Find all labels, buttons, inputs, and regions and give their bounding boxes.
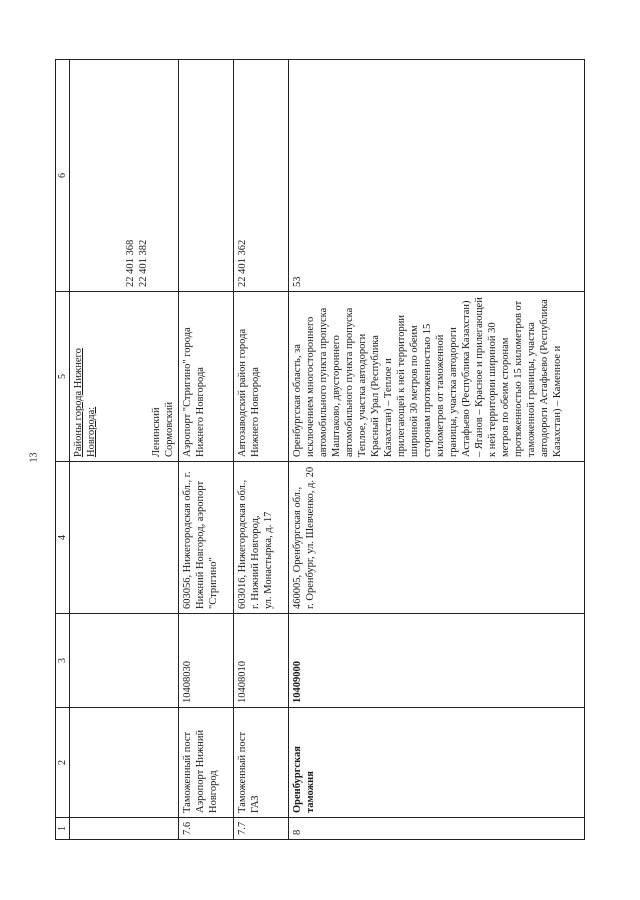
table-row bbox=[70, 60, 179, 840]
cell-name: Таможенный пост Аэропорт Нижний Новгород bbox=[179, 708, 234, 818]
address-line: 460005, Оренбургская обл., bbox=[292, 486, 303, 609]
header-cell-5: 5 bbox=[56, 292, 70, 462]
cell-address bbox=[234, 462, 289, 614]
cell-num bbox=[70, 818, 179, 840]
cell-code: 10408010 bbox=[234, 614, 289, 708]
header-cell-6: 6 bbox=[56, 60, 70, 292]
cell-num: 7.7 bbox=[234, 818, 289, 840]
area-line-sormovsky: Сормовский bbox=[164, 401, 175, 457]
okato-line: 22 401 368 bbox=[125, 239, 136, 287]
address-line: г. Нижний Новгород, bbox=[250, 515, 261, 609]
header-cell-2: 2 bbox=[56, 708, 70, 818]
page-number: 13 bbox=[28, 452, 40, 463]
header-cell-4: 4 bbox=[56, 462, 70, 614]
address-line: 603016, Нижегородская обл., bbox=[237, 479, 248, 609]
header-cell-3: 3 bbox=[56, 614, 70, 708]
cell-area: Аэропорт "Стригино" города Нижнего Новгорода bbox=[179, 292, 234, 462]
table-row bbox=[234, 60, 289, 840]
cell-address: 603056, Нижегородская обл., г. Нижний Новгород, аэропорт "Стригино" bbox=[179, 462, 234, 614]
area-title: Районы города Нижнего Новгорода: bbox=[73, 348, 97, 457]
cell-name bbox=[70, 708, 179, 818]
cell-code: 10408030 bbox=[179, 614, 234, 708]
cell-okato bbox=[179, 60, 234, 292]
cell-address bbox=[289, 462, 585, 614]
address-line: ул. Монастырка, д. 17 bbox=[263, 511, 274, 609]
table-row bbox=[289, 60, 585, 840]
customs-table bbox=[55, 59, 585, 840]
cell-num: 7.6 bbox=[179, 818, 234, 840]
cell-area: Автозаводский район города Нижнего Новгорода bbox=[234, 292, 289, 462]
address-line: г. Оренбург, ул. Шевченко, д. 20 bbox=[305, 466, 316, 609]
header-cell-1: 1 bbox=[56, 818, 70, 840]
area-line-leninsky: Ленинский bbox=[151, 407, 162, 457]
cell-area: Оренбургская область, за исключением многостороннего автомобильного пункта пропуска Маштаково, двустороннего автомобильного пункта пропуска Теплое, участка автодороги Красный Урал (Республика Казахстан) – Теплое и прилегающей к ней территории шириной 30 метров по обеим сторонам протяженностью 15 километров от таможенной границы, участка автодороги Астафьево (Республика Казахстан) – Яганов – Красное и прилегающей к ней территории шириной 30 метров по обеим сторонам протяженностью 15 километров от таможенной границы, участка автодороги Астафьево (Республика Казахстан) – Каменное и bbox=[289, 292, 585, 462]
rotated-table-wrapper bbox=[55, 60, 585, 840]
cell-code bbox=[70, 614, 179, 708]
cell-okato bbox=[70, 60, 179, 292]
cell-name: Оренбургская таможня bbox=[289, 708, 585, 818]
cell-name: Таможенный пост ГАЗ bbox=[234, 708, 289, 818]
cell-code: 10409000 bbox=[289, 614, 585, 708]
table-row bbox=[179, 60, 234, 840]
cell-num: 8 bbox=[289, 818, 585, 840]
header-row bbox=[56, 60, 70, 840]
okato-line: 22 401 382 bbox=[138, 239, 149, 287]
cell-area bbox=[70, 292, 179, 462]
cell-address bbox=[70, 462, 179, 614]
cell-okato: 53 bbox=[289, 60, 585, 292]
cell-okato: 22 401 362 bbox=[234, 60, 289, 292]
